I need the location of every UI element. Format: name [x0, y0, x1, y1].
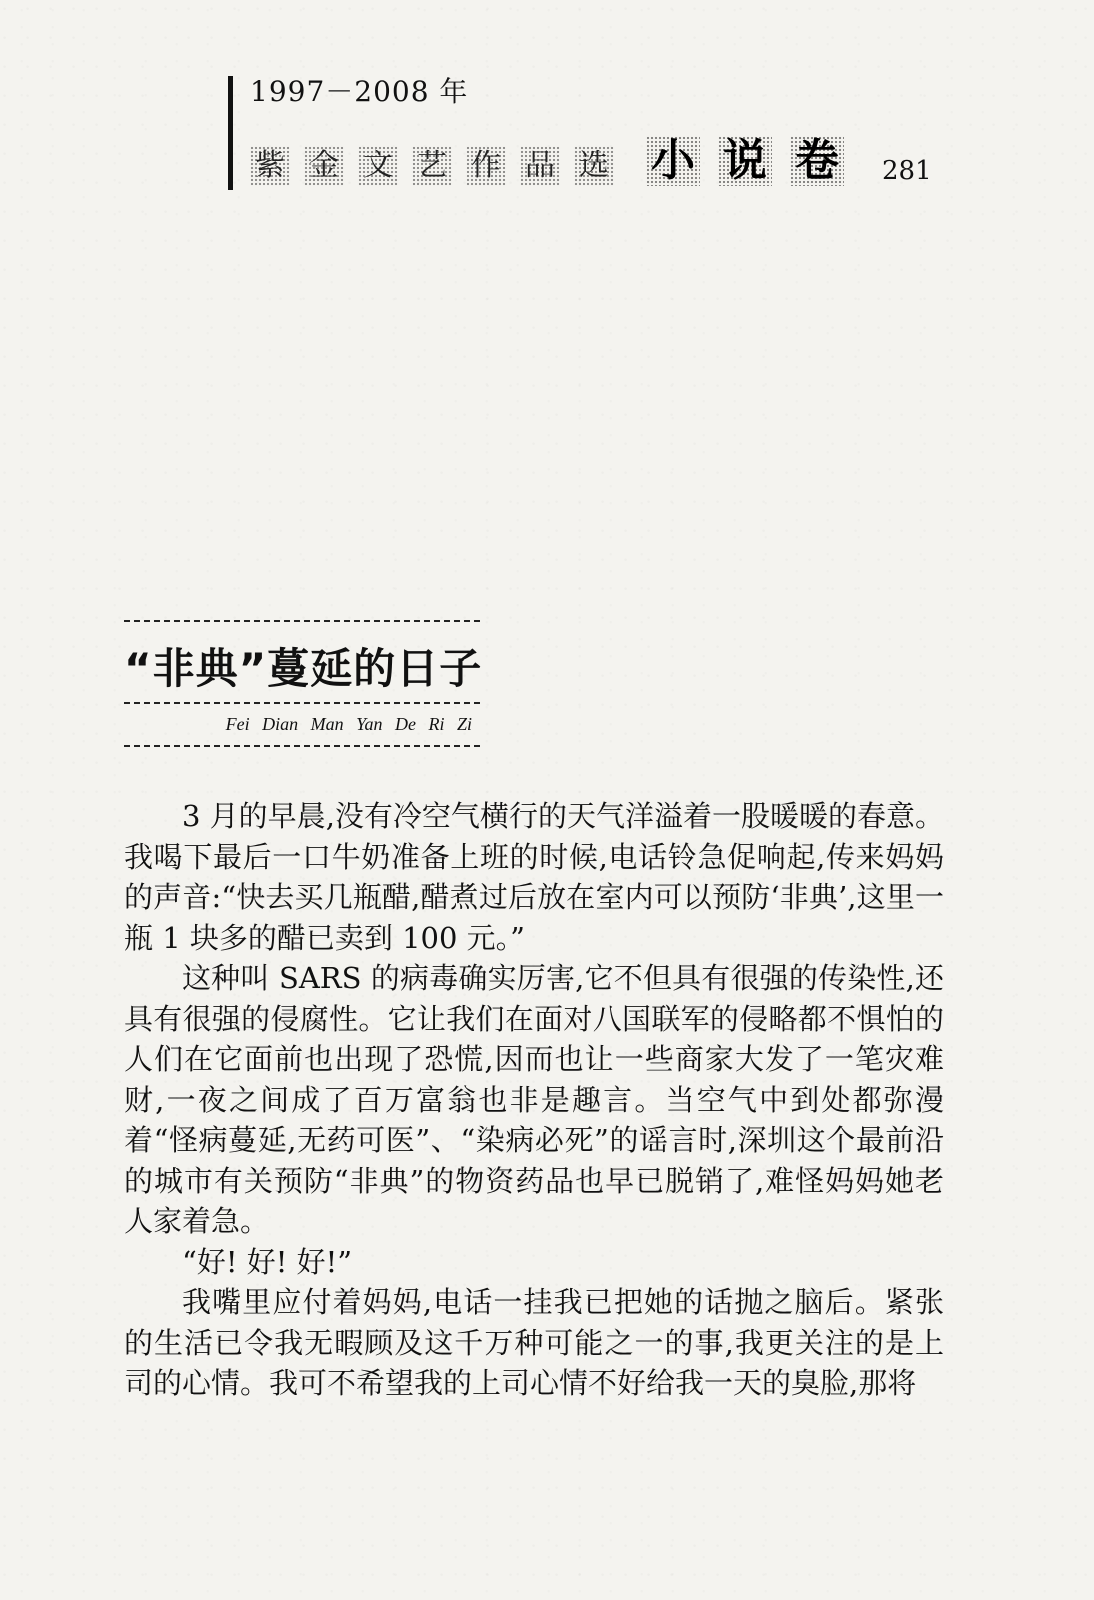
series-title-char: 文	[358, 146, 398, 186]
series-title-char: 品	[520, 146, 560, 186]
series-title-char: 选	[574, 146, 614, 186]
volume-title-char: 说	[718, 136, 772, 186]
story-title-block	[124, 620, 483, 747]
story-pinyin: Fei Dian Man Yan De Ri Zi	[225, 714, 472, 734]
paragraph: 3 月的早晨,没有冷空气横行的天气洋溢着一股暖暖的春意。我喝下最后一口牛奶准备上班的时候,电话铃急促响起,传来妈妈的声音:“快去买几瓶醋,醋煮过后放在室内可以预防‘非典’,这里一瓶 1 块多的醋已卖到 100 元。”	[124, 799, 944, 955]
series-title-char: 紫	[250, 146, 290, 186]
series-title-char: 作	[466, 146, 506, 186]
series-title-char: 金	[304, 146, 344, 186]
header-years: 1997－2008 年	[250, 75, 469, 108]
series-title-char: 艺	[412, 146, 452, 186]
header-vertical-rule	[228, 76, 233, 190]
paragraph: “好! 好! 好!”	[182, 1244, 353, 1279]
paragraph: 这种叫 SARS 的病毒确实厉害,它不但具有很强的传染性,还具有很强的侵腐性。它让我们在面对八国联军的侵略都不惧怕的人们在它面前也出现了恐慌,因而也让一些商家大发了一笔灾难财,一夜之间成了百万富翁也非是趣言。当空气中到处都弥漫着“怪病蔓延,无药可医”、“染病必死”的谣言时,深圳这个最前沿的城市有关预防“非典”的物资药品也早已脱销了,难怪妈妈她老人家着急。	[124, 961, 944, 1238]
volume-title-char: 卷	[790, 136, 844, 186]
story-body	[124, 796, 944, 1404]
volume-title-char: 小	[646, 136, 700, 186]
story-title: “非典”蔓延的日子	[124, 644, 483, 693]
page-number: 281	[882, 156, 932, 186]
header-series-title	[250, 135, 844, 186]
paragraph: 我嘴里应付着妈妈,电话一挂我已把她的话抛之脑后。紧张的生活已令我无暇顾及这千万种可能之一的事,我更关注的是上司的心情。我可不希望我的上司心情不好给我一天的臭脸,那将	[124, 1285, 944, 1400]
title-bottom-divider	[124, 745, 480, 747]
